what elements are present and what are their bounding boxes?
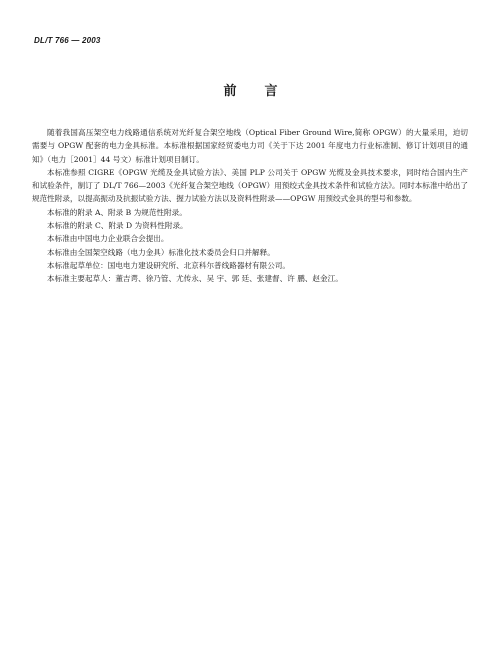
page-title [0, 80, 501, 99]
title-char-1: 前 [223, 84, 237, 99]
paragraph: 本标准由中国电力企业联合会提出。 [47, 234, 169, 244]
paragraph: 随着我国高压架空电力线路通信系统对光纤复合架空地线（Optical Fiber Ground Wire,简称 OPGW）的大量采用，迫切需要与 OPGW 配套的电力金具标准。本标准根据国家经贸委电力司《关于下达 2001 年度电力行业标准制、修订计划项目的通知》（电力［2001］44 号文）标准计划项目制订。 [32, 128, 468, 164]
paragraph: 本标准起草单位：国电电力建设研究所、北京科尔普线路器材有限公司。 [47, 260, 290, 270]
foreword-body [32, 126, 468, 286]
paragraph: 本标准的附录 C、附录 D 为资料性附录。 [47, 221, 188, 231]
paragraph: 本标准由全国架空线路（电力金具）标准化技术委员会归口并解释。 [47, 247, 275, 257]
document-code: DL/T 766 — 2003 [34, 36, 101, 45]
paragraph: 本标准参照 CIGRE《OPGW 光缆及金具试验方法》、美国 PLP 公司关于 OPGW 光缆及金具技术要求，同时结合国内生产和试验条件，制订了 DL/T 766—2003《光纤复合架空地线（OPGW）用预绞式金具技术条件和试验方法》。同时本标准中给出了规范性附录，以提高振动及抗振试验方法、握力试验方法以及资料性附录——OPGW 用预绞式金具的型号和参数。 [32, 167, 468, 204]
paragraph: 本标准主要起草人：董吉谔、徐乃管、尤传永、吴 宇、郭 廷、张建督、许 鹏、赵金江。 [47, 274, 343, 284]
paragraph: 本标准的附录 A、附录 B 为规范性附录。 [47, 207, 187, 217]
title-char-2: 言 [264, 84, 278, 99]
